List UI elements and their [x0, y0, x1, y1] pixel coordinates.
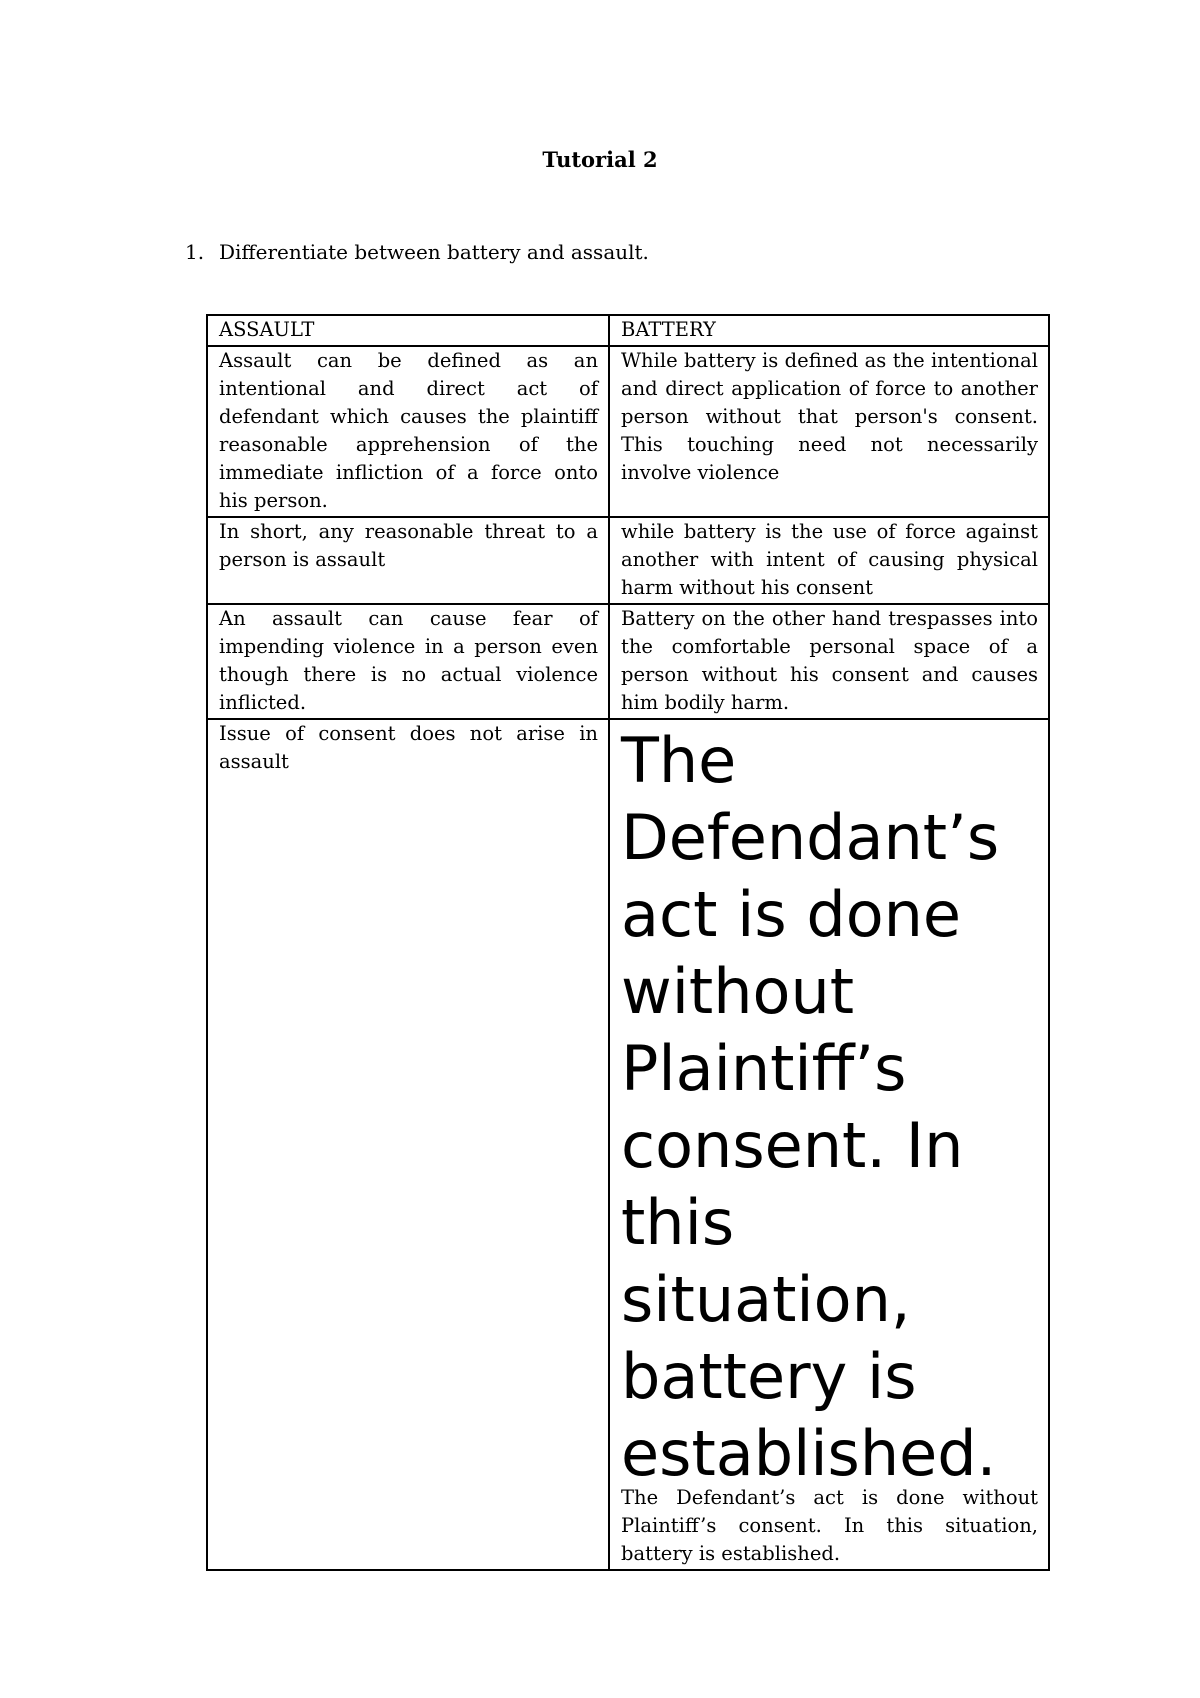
question-1	[185, 240, 649, 264]
table-header-row	[207, 315, 1049, 346]
battery-cell	[609, 719, 1049, 1570]
question-number: 1.	[185, 240, 205, 264]
header-assault: ASSAULT	[207, 315, 609, 346]
table-row	[207, 517, 1049, 604]
question-text: Differentiate between battery and assault.	[219, 240, 649, 264]
battery-cell: While battery is defined as the intentional and direct application of force to another person without that person's consent. This touching need not necessarily involve violence	[609, 346, 1049, 517]
table-row	[207, 346, 1049, 517]
battery-cell: while battery is the use of force against another with intent of causing physical harm without his consent	[609, 517, 1049, 604]
comparison-table	[206, 314, 1050, 1571]
document-title: Tutorial 2	[542, 147, 658, 172]
assault-cell: An assault can cause fear of impending violence in a person even though there is no actual violence inflicted.	[207, 604, 609, 719]
assault-cell: Issue of consent does not arise in assault	[207, 719, 609, 1570]
assault-cell: Assault can be defined as an intentional and direct act of defendant which causes the plaintiff reasonable apprehension of the immediate infliction of a force onto his person.	[207, 346, 609, 517]
battery-large-text: The Defendant’s act is done without Plaintiff’s consent. In this situation, battery is established.	[621, 724, 1000, 1490]
assault-cell: In short, any reasonable threat to a person is assault	[207, 517, 609, 604]
table-row	[207, 604, 1049, 719]
battery-cell: Battery on the other hand trespasses into the comfortable personal space of a person without his consent and causes him bodily harm.	[609, 604, 1049, 719]
battery-small-text: The Defendant’s act is done without Plaintiff’s consent. In this situation, battery is established.	[621, 1486, 1038, 1565]
header-battery: BATTERY	[609, 315, 1049, 346]
table-row	[207, 719, 1049, 1570]
